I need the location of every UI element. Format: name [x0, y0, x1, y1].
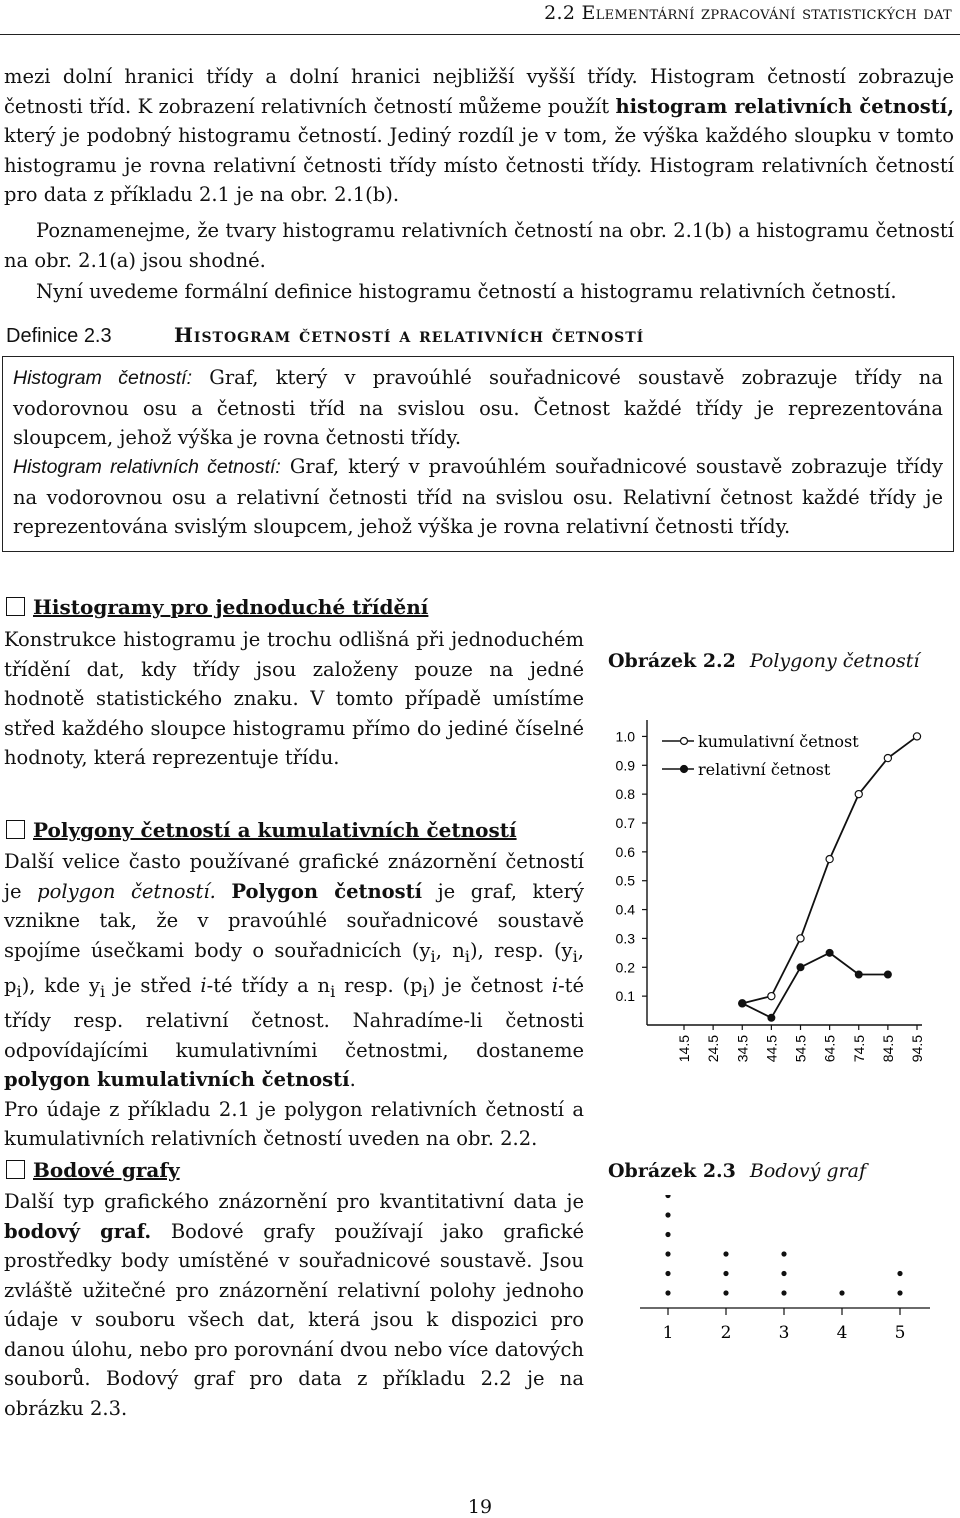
s2-text-7: resp. (p [344, 973, 423, 997]
s2-text-8: ) je četnost [427, 973, 543, 997]
s2-bold-1: Polygon četností [231, 879, 423, 903]
running-header: 2.2 Elementární zpracování statistických dat [544, 2, 952, 24]
intro-p1-text: mezi dolní hranici třídy a dolní hranici nejbližší vyšší třídy. Histogram četností zobrazuje četnosti tříd. K zobrazení relativních četností můžeme použít [4, 65, 954, 118]
dot [665, 1212, 670, 1217]
data-point [826, 949, 833, 956]
x-tick-label: 4 [836, 1323, 848, 1343]
s2-bold-2: polygon kumulativních četností [4, 1068, 350, 1092]
figure-2-3-title: Bodový graf [749, 1160, 866, 1182]
legend-label: relativní četnost [698, 760, 831, 779]
s2-italic: polygon četností. [37, 879, 216, 903]
definition-item-1 [13, 363, 943, 453]
s2-text-1: Další velice často používané grafické znázornění četností je [4, 850, 584, 903]
s2-text-2: je graf, který vznikne tak, že v pravoúhlé souřadnicové soustavě spojíme úsečkami body o souřadnicích (y [4, 879, 584, 962]
y-tick-label: 0.9 [615, 757, 635, 774]
s2-text-5: je střed [113, 973, 192, 997]
s2-sub: i [16, 981, 22, 1001]
y-tick-label: 0.5 [615, 872, 635, 889]
dot [839, 1290, 844, 1295]
s2-sub: i [422, 981, 428, 1001]
data-point [797, 935, 804, 942]
definition-term-1: Histogram četností: [13, 367, 193, 389]
section-2-title: Polygony četností a kumulativních četností [33, 818, 517, 842]
legend-marker [681, 766, 688, 773]
dot [781, 1251, 786, 1256]
x-tick-label: 94.5 [909, 1035, 925, 1063]
s2-text-4: ), kde y [21, 973, 100, 997]
intro-p1-bold: histogram relativních četností, [615, 94, 954, 118]
checkbox-square-icon [6, 597, 25, 616]
definition-heading [6, 323, 956, 348]
data-point [855, 971, 862, 978]
data-point [826, 855, 833, 862]
s2-italic-i: i [200, 973, 207, 997]
data-point [913, 733, 920, 740]
s2-sub: i [430, 946, 436, 966]
s2-text-11: Pro údaje z příkladu 2.1 je polygon relativních četností a kumulativních relativních četností uveden na obr. 2.2. [4, 1097, 584, 1151]
y-tick-label: 0.3 [615, 930, 635, 947]
checkbox-square-icon [6, 820, 25, 839]
figure-2-2-label: Obrázek 2.2 [608, 650, 736, 672]
s3-text-1: Další typ grafického znázornění pro kvantitativní data je [4, 1190, 584, 1213]
y-tick-label: 0.2 [615, 959, 635, 976]
data-point [797, 964, 804, 971]
s2-text-10: . [349, 1068, 356, 1092]
dot [897, 1271, 902, 1276]
data-point [884, 971, 891, 978]
dot [665, 1195, 670, 1198]
data-point [855, 791, 862, 798]
polygon-chart [596, 712, 960, 1072]
dot [665, 1290, 670, 1295]
s2-sub: i [572, 946, 578, 966]
section-2-heading [6, 818, 517, 842]
data-point [739, 1000, 746, 1007]
x-tick-label: 74.5 [850, 1035, 867, 1063]
definition-term-2: Histogram relativních četností: [13, 456, 281, 478]
s2-text-pi: , p [4, 938, 584, 997]
legend-marker [681, 738, 688, 745]
s2-sub: i [330, 981, 336, 1001]
y-tick-label: 0.4 [615, 901, 635, 918]
section-3-title: Bodové grafy [33, 1158, 180, 1182]
s2-text-3: ), resp. (y [469, 938, 573, 962]
y-tick-label: 0.1 [615, 988, 635, 1005]
definition-title: Histogram četností a relativních četností [174, 323, 645, 347]
section-3-text [4, 1187, 584, 1423]
y-tick-label: 0.8 [615, 786, 635, 803]
intro-paragraph-1 [4, 62, 954, 210]
definition-item-2 [13, 452, 943, 542]
dot-plot-chart [620, 1195, 940, 1355]
dot [897, 1290, 902, 1295]
x-tick-label: 5 [894, 1323, 906, 1343]
x-tick-label: 14.5 [676, 1035, 692, 1063]
x-tick-label: 54.5 [792, 1035, 809, 1063]
s2-italic-i: i [551, 973, 559, 997]
y-tick-label: 0.7 [615, 815, 635, 831]
x-tick-label: 1 [662, 1323, 674, 1343]
s2-sub: i [464, 946, 470, 966]
header-rule [0, 34, 960, 35]
legend-label: kumulativní četnost [698, 732, 859, 751]
data-point [768, 1014, 775, 1021]
section-2-text [4, 847, 584, 1154]
dot [781, 1271, 786, 1276]
y-tick-label: 1.0 [615, 728, 635, 745]
page-number: 19 [467, 1496, 493, 1518]
dot [781, 1290, 786, 1295]
s3-text-2: Bodové grafy používají jako grafické prostředky body umístěné v souřadnicové soustavě. Jsou zvláště užitečné pro znázornění relativní polohy jednoho údaje v souboru všech dat, která jsou k dispozici pro danou úlohu, nebo pro porovnání dvou nebo více datových souborů. Bodový graf pro data z příkladu 2.2 je na obrázku 2.3. [4, 1219, 585, 1420]
definition-label: Definice 2.3 [6, 325, 112, 347]
figure-2-2-title: Polygony četností [749, 650, 920, 672]
figure-2-3-label: Obrázek 2.3 [608, 1160, 736, 1182]
data-point [884, 754, 891, 761]
x-tick-label: 24.5 [705, 1035, 722, 1063]
s2-text-ni: , n [435, 938, 465, 962]
s3-bold: bodový graf. [4, 1219, 152, 1243]
dot [665, 1251, 670, 1256]
section-1-heading [6, 595, 428, 619]
s2-sub: i [99, 981, 106, 1001]
intro-p1-rest: který je podobný histogramu četností. Jediný rozdíl je v tom, že výška každého sloupku v tomto histogramu je rovna relativní četnosti třídy místo četnosti třídy. Histogram relativních četností pro data z příkladu 2.1 je na obr. 2.1(b). [4, 124, 954, 206]
figure-2-3-caption [608, 1160, 866, 1182]
dot [665, 1232, 670, 1237]
intro-paragraph-3: Nyní uvedeme formální definice histogramu četností a histogramu relativních četností. [36, 280, 897, 303]
dot [723, 1271, 728, 1276]
x-tick-label: 84.5 [879, 1035, 896, 1063]
dot [723, 1251, 728, 1256]
x-tick-label: 44.5 [763, 1035, 780, 1063]
x-tick-label: 2 [720, 1323, 732, 1343]
definition-text-2: Graf, který v pravoúhlém souřadnicové soustavě zobrazuje třídy na vodorovnou osu a relativní četnosti tříd na svislou osu. Relativní četnost každé třídy je reprezentována svislým sloupcem, jehož výška je rovna relativní četnosti třídy. [13, 455, 943, 538]
x-tick-label: 64.5 [821, 1035, 838, 1063]
y-tick-label: 0.6 [615, 843, 635, 860]
section-1-text: Konstrukce histogramu je trochu odlišná při jednoduchém třídění dat, kdy třídy jsou založeny pouze na jedné hodnotě statistického znaku. V tomto případě umístíme střed každého sloupce histogramu přímo do jediné číselné hodnoty, která reprezentuje třídu. [4, 628, 584, 769]
section-1-title: Histogramy pro jednoduché třídění [33, 595, 429, 619]
dot [665, 1271, 670, 1276]
dot [723, 1290, 728, 1295]
data-point [768, 993, 775, 1000]
section-3-heading [6, 1158, 180, 1182]
x-tick-label: 3 [778, 1323, 790, 1343]
series-line [742, 953, 888, 1018]
definition-box [2, 356, 954, 552]
figure-2-2-caption [608, 650, 919, 672]
definition-text-1: Graf, který v pravoúhlé souřadnicové soustavě zobrazuje třídy na vodorovnou osu a četnosti tříd na svislou osu. Četnost každé třídy je reprezentována sloupcem, jehož výška je rovna četnosti třídy. [13, 366, 943, 449]
s2-text-9: -té třídy resp. relativní četnost. Nahradíme-li četnosti odpovídajícími kumulativními četnostmi, dostaneme [4, 973, 585, 1062]
checkbox-square-icon [6, 1160, 25, 1179]
s2-text-6: -té třídy a n [206, 973, 331, 997]
intro-paragraph-2: Poznamenejme, že tvary histogramu relativních četností na obr. 2.1(b) a histogramu četností na obr. 2.1(a) jsou shodné. [4, 219, 954, 272]
x-tick-label: 34.5 [734, 1035, 751, 1063]
